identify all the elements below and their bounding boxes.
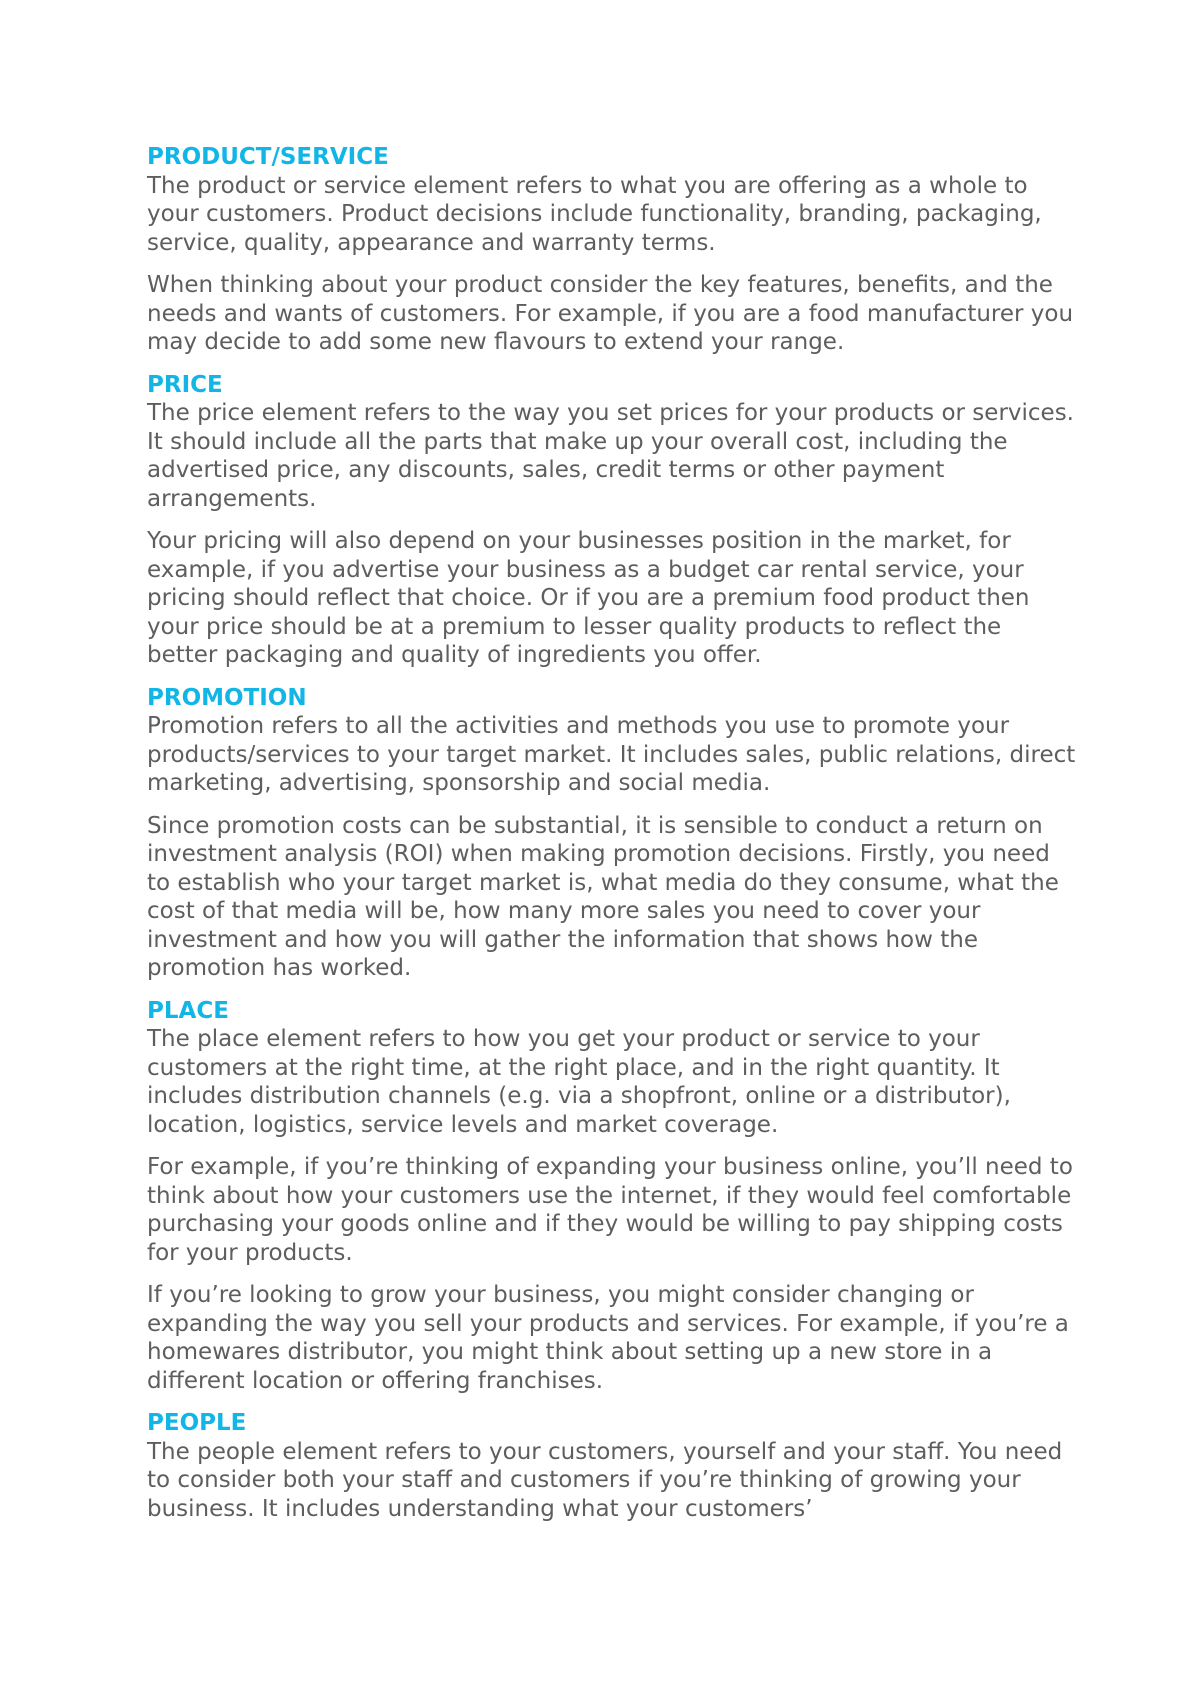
paragraph: The people element refers to your customers, yourself and your staff. You need to consider both your staff and customers if you’re thinking of growing your business. It includes understanding what your customers’	[147, 1438, 1063, 1522]
paragraph: Promotion refers to all the activities and methods you use to promote your products/services to your target market. It includes sales, public relations, direct marketing, advertising, sponsorship and social media.	[147, 713, 1076, 796]
section-heading: PEOPLE	[147, 1410, 247, 1436]
paragraph: Since promotion costs can be substantial, it is sensible to conduct a return on investment analysis (ROI) when making promotion decisions. Firstly, you need to establish who your target market is, what media do they consume, what the cost of that media will be, how many more sales you need to cover your investment and how you will gather the information that shows how the promotion has worked.	[147, 812, 1059, 981]
section-place	[147, 997, 1077, 1396]
section-heading: PRICE	[147, 371, 223, 398]
paragraph: If you’re looking to grow your business, you might consider changing or expanding the way you sell your products and services. For example, if you’re a homewares distributor, you might think about setting up a new store in a different location or offering franchises.	[147, 1282, 1069, 1394]
section-heading: PLACE	[147, 997, 229, 1024]
paragraph: The product or service element refers to what you are offering as a whole to your customers. Product decisions include functionality, branding, packaging, service, quality, appearance and warranty terms.	[147, 172, 1042, 256]
paragraph: The price element refers to the way you set prices for your products or services. It should include all the parts that make up your overall cost, including the advertised price, any discounts, sales, credit terms or other payment arrangements.	[147, 400, 1074, 512]
document-page	[147, 143, 1077, 1537]
section-product-service	[147, 143, 1077, 357]
paragraph: Your pricing will also depend on your businesses position in the market, for example, if you advertise your business as a budget car rental service, your pricing should reflect that choice. Or if you are a premium food product then your price should be at a premium to lesser quality products to reflect the better packaging and quality of ingredients you offer.	[147, 528, 1030, 668]
paragraph: When thinking about your product consider the key features, benefits, and the needs and wants of customers. For example, if you are a food manufacturer you may decide to add some new flavours to extend your range.	[147, 272, 1074, 355]
section-heading: PRODUCT/SERVICE	[147, 144, 389, 170]
paragraph: The place element refers to how you get your product or service to your customers at the right time, at the right place, and in the right quantity. It includes distribution channels (e.g. via a shopfront, online or a distributor), location, logistics, service levels and market coverage.	[147, 1026, 1011, 1138]
section-heading: PROMOTION	[147, 684, 307, 711]
section-people	[147, 1409, 1077, 1523]
section-price	[147, 371, 1077, 670]
paragraph: For example, if you’re thinking of expanding your business online, you’ll need to think about how your customers use the internet, if they would feel comfortable purchasing your goods online and if they would be willing to pay shipping costs for your products.	[147, 1154, 1073, 1266]
section-promotion	[147, 684, 1077, 983]
